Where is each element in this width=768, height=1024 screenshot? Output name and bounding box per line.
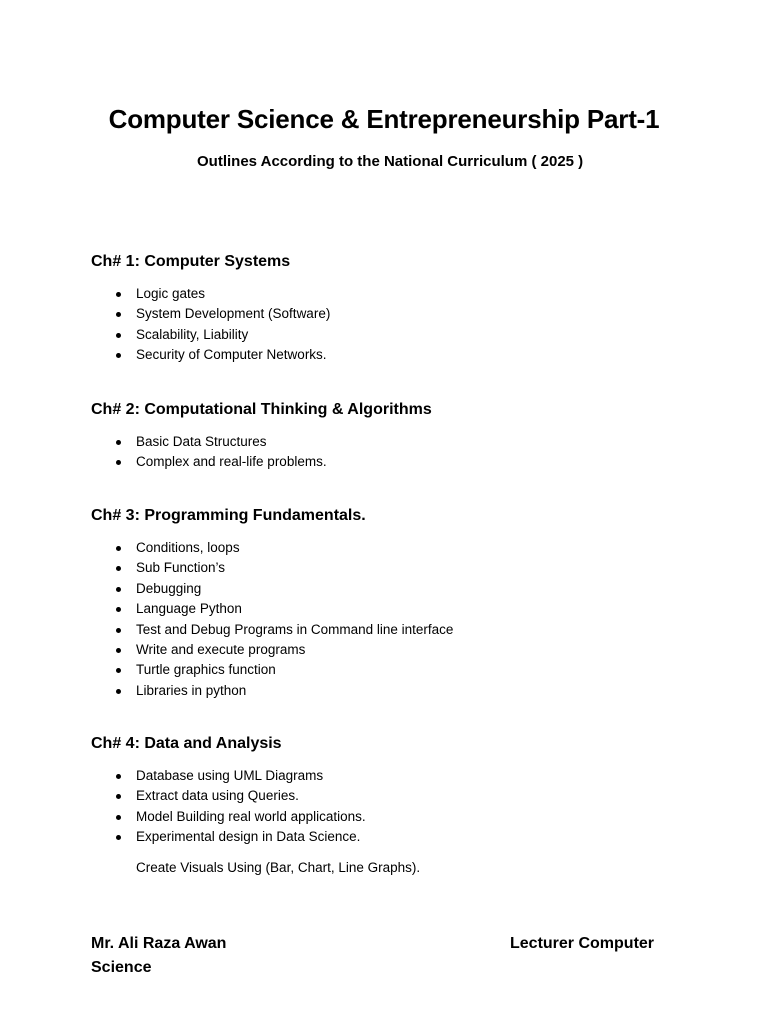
list-item-text: Complex and real-life problems. (136, 454, 327, 470)
list-item (91, 786, 691, 806)
chapter-3-heading: Ch# 3: Programming Fundamentals. (91, 507, 366, 524)
chapter-1-section (91, 252, 691, 366)
bullet-icon (116, 774, 121, 779)
document-title: Computer Science & Entrepreneurship Part-1 (108, 104, 660, 134)
list-item-text: Libraries in python (136, 682, 247, 698)
list-item (91, 304, 691, 324)
chapter-1-heading: Ch# 1: Computer Systems (91, 253, 291, 270)
list-item (91, 284, 691, 304)
chapter-1-topic-list (91, 284, 691, 366)
chapter-4-section (91, 734, 691, 848)
list-item (91, 325, 691, 345)
list-item-text: Experimental design in Data Science. (136, 829, 361, 845)
chapter-2-section (91, 400, 691, 473)
list-item-text: Language Python (136, 601, 242, 617)
list-item (91, 660, 691, 680)
list-item (91, 620, 691, 640)
chapter-4-heading: Ch# 4: Data and Analysis (91, 735, 282, 752)
list-item-text: Sub Function’s (136, 560, 226, 576)
list-item (91, 558, 691, 578)
bullet-icon (116, 587, 121, 592)
bullet-icon (116, 628, 121, 633)
list-item (91, 640, 691, 660)
list-item-text: Basic Data Structures (136, 434, 267, 449)
bullet-icon (116, 607, 121, 612)
list-item (91, 681, 691, 701)
list-item-text: Turtle graphics function (136, 662, 276, 678)
list-item (91, 807, 691, 827)
bullet-icon (116, 815, 121, 820)
bullet-icon (116, 312, 121, 317)
list-item-text: System Development (Software) (136, 306, 331, 322)
list-item (91, 766, 691, 786)
document-subtitle: Outlines According to the National Curriculum ( 2025 ) (197, 153, 584, 170)
author-role-continued: Science (91, 959, 152, 976)
bullet-icon (116, 546, 121, 551)
list-item-text: Debugging (136, 580, 202, 596)
chapter-3-topic-list (91, 538, 691, 701)
bullet-icon (116, 835, 121, 840)
bullet-icon (116, 292, 121, 297)
bullet-icon (116, 460, 121, 465)
list-item (91, 827, 691, 847)
bullet-icon (116, 333, 121, 338)
bullet-icon (116, 440, 121, 445)
list-item-text: Conditions, loops (136, 540, 240, 555)
list-item-text: Extract data using Queries. (136, 788, 299, 804)
list-item (91, 538, 691, 558)
bullet-icon (116, 353, 121, 358)
author-name: Mr. Ali Raza Awan (91, 935, 227, 952)
list-item-text: Security of Computer Networks. (136, 347, 327, 363)
chapter-3-section (91, 506, 691, 701)
author-role: Lecturer Computer (510, 935, 655, 952)
list-item-text: Write and execute programs (136, 642, 306, 658)
bullet-icon (116, 566, 121, 571)
list-item (91, 599, 691, 619)
chapter-4-topic-list (91, 766, 691, 848)
bullet-icon (116, 689, 121, 694)
bullet-icon (116, 668, 121, 673)
chapter-4-extra-line: Create Visuals Using (Bar, Chart, Line Graphs). (136, 860, 421, 875)
chapter-2-topic-list (91, 432, 691, 473)
chapter-2-heading: Ch# 2: Computational Thinking & Algorithms (91, 401, 432, 418)
bullet-icon (116, 648, 121, 653)
list-item-text: Scalability, Liability (136, 326, 249, 342)
bullet-icon (116, 794, 121, 799)
list-item (91, 345, 691, 365)
list-item (91, 452, 691, 472)
list-item-text: Model Building real world applications. (136, 808, 366, 824)
list-item-text: Database using UML Diagrams (136, 768, 324, 783)
list-item (91, 579, 691, 599)
list-item-text: Logic gates (136, 286, 206, 301)
list-item (91, 432, 691, 452)
list-item-text: Test and Debug Programs in Command line interface (136, 621, 454, 637)
